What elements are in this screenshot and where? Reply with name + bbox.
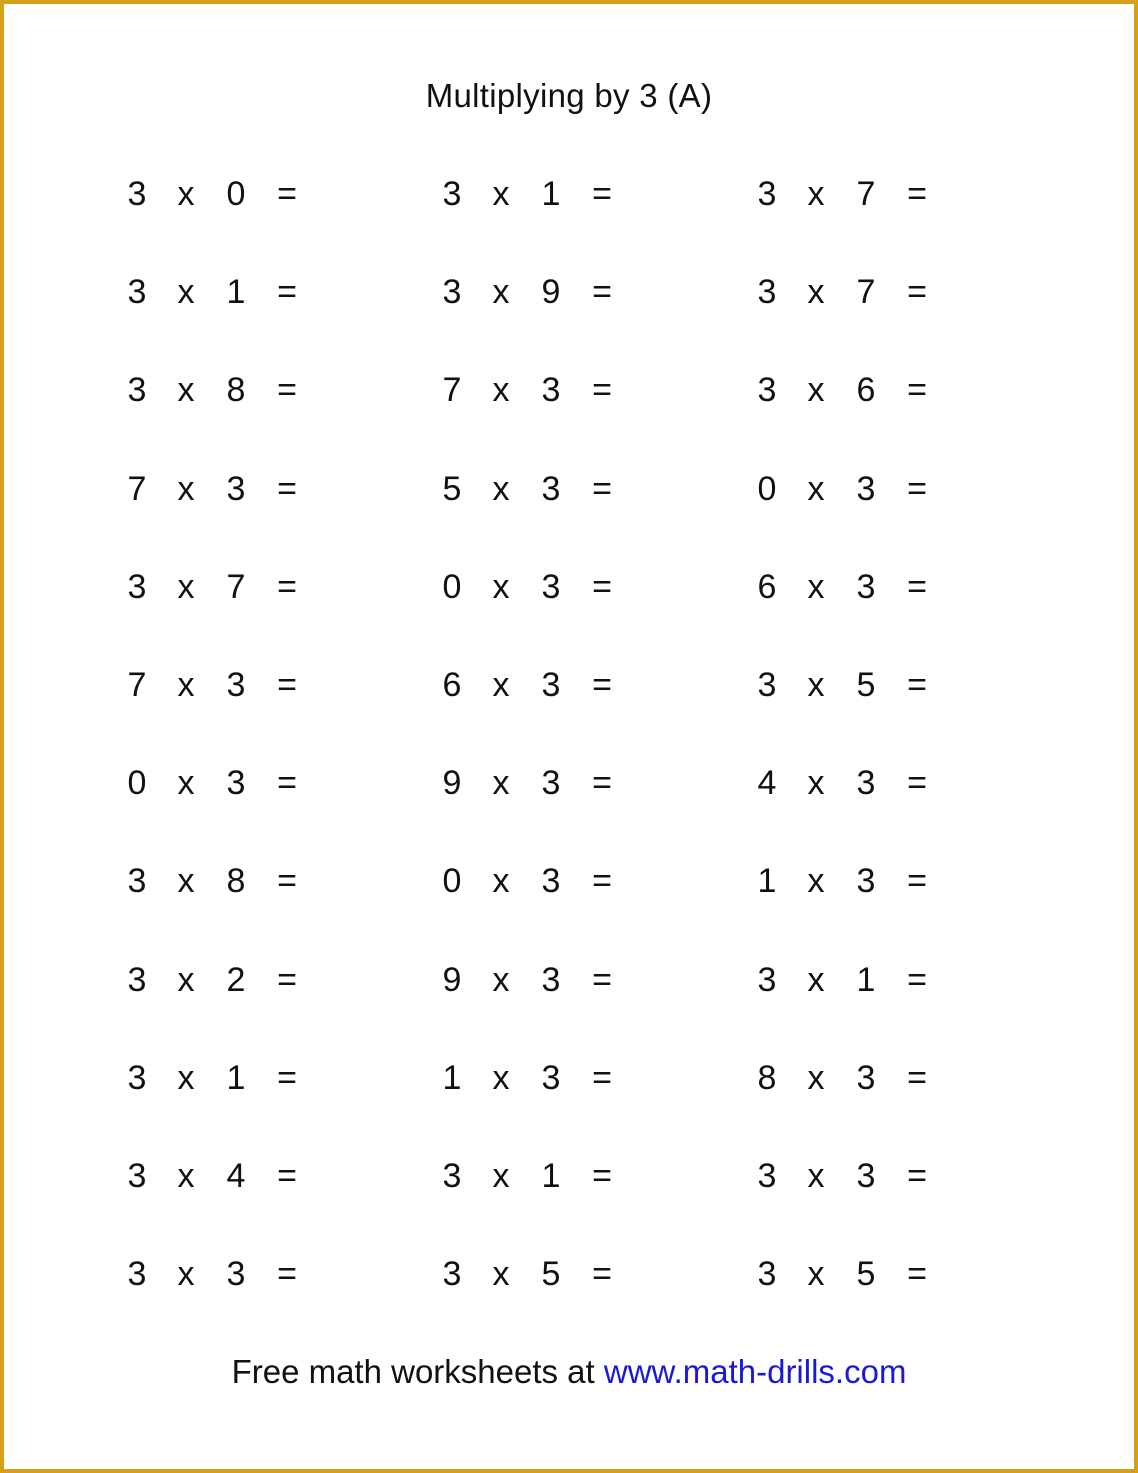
times-sign: x bbox=[807, 175, 825, 213]
operand-b: 3 bbox=[226, 764, 246, 803]
operand-b: 6 bbox=[856, 371, 876, 410]
footer-text: Free math worksheets at bbox=[231, 1353, 604, 1390]
operand-a: 3 bbox=[442, 273, 462, 312]
operand-b: 1 bbox=[856, 960, 876, 999]
equals-sign: = bbox=[277, 764, 297, 803]
operand-a: 7 bbox=[127, 666, 147, 704]
problem-1-7 bbox=[122, 763, 312, 803]
operand-a: 0 bbox=[442, 567, 462, 606]
equals-sign: = bbox=[592, 1058, 612, 1097]
equals-sign: = bbox=[277, 1157, 297, 1195]
equals-sign: = bbox=[592, 960, 612, 999]
operand-b: 4 bbox=[226, 1157, 246, 1195]
operand-b: 3 bbox=[541, 666, 561, 704]
problem-3-1 bbox=[752, 174, 942, 214]
problem-1-11 bbox=[122, 1156, 312, 1196]
operand-a: 3 bbox=[757, 960, 777, 999]
equals-sign: = bbox=[907, 862, 927, 901]
equals-sign: = bbox=[907, 567, 927, 606]
times-sign: x bbox=[177, 764, 195, 803]
operand-a: 7 bbox=[442, 371, 462, 410]
problem-1-10 bbox=[122, 1058, 312, 1098]
problem-3-5 bbox=[752, 567, 942, 607]
operand-b: 3 bbox=[856, 567, 876, 606]
operand-a: 3 bbox=[127, 1255, 147, 1294]
equals-sign: = bbox=[277, 666, 297, 704]
times-sign: x bbox=[177, 175, 195, 213]
operand-a: 6 bbox=[757, 567, 777, 606]
equals-sign: = bbox=[907, 1255, 927, 1294]
operand-a: 3 bbox=[442, 175, 462, 213]
problem-2-3 bbox=[437, 370, 627, 410]
problem-3-8 bbox=[752, 861, 942, 901]
operand-a: 3 bbox=[757, 1157, 777, 1195]
operand-b: 1 bbox=[541, 1157, 561, 1195]
equals-sign: = bbox=[592, 666, 612, 704]
times-sign: x bbox=[177, 862, 195, 901]
worksheet-title: Multiplying by 3 (A) bbox=[425, 77, 713, 114]
times-sign: x bbox=[492, 764, 510, 803]
times-sign: x bbox=[177, 1058, 195, 1097]
equals-sign: = bbox=[277, 567, 297, 606]
operand-a: 3 bbox=[757, 371, 777, 410]
problem-1-1 bbox=[122, 174, 312, 214]
operand-b: 3 bbox=[541, 862, 561, 901]
equals-sign: = bbox=[907, 469, 927, 508]
operand-a: 3 bbox=[127, 960, 147, 999]
times-sign: x bbox=[177, 371, 195, 410]
problem-1-8 bbox=[122, 861, 312, 901]
times-sign: x bbox=[492, 960, 510, 999]
times-sign: x bbox=[492, 1058, 510, 1097]
times-sign: x bbox=[177, 273, 195, 312]
problem-1-12 bbox=[122, 1254, 312, 1294]
times-sign: x bbox=[492, 469, 510, 508]
operand-a: 5 bbox=[442, 469, 462, 508]
equals-sign: = bbox=[592, 469, 612, 508]
equals-sign: = bbox=[277, 960, 297, 999]
equals-sign: = bbox=[592, 567, 612, 606]
operand-a: 3 bbox=[127, 862, 147, 901]
problem-2-12 bbox=[437, 1254, 627, 1294]
footer bbox=[0, 1352, 1138, 1392]
footer-link[interactable]: www.math-drills.com bbox=[603, 1353, 907, 1390]
problem-3-2 bbox=[752, 272, 942, 312]
problem-3-3 bbox=[752, 370, 942, 410]
times-sign: x bbox=[807, 960, 825, 999]
operand-b: 3 bbox=[541, 469, 561, 508]
times-sign: x bbox=[492, 862, 510, 901]
times-sign: x bbox=[177, 469, 195, 508]
problem-3-7 bbox=[752, 763, 942, 803]
equals-sign: = bbox=[277, 1255, 297, 1294]
equals-sign: = bbox=[592, 1157, 612, 1195]
operand-b: 3 bbox=[856, 862, 876, 901]
operand-a: 9 bbox=[442, 764, 462, 803]
operand-a: 3 bbox=[757, 273, 777, 312]
operand-b: 3 bbox=[226, 666, 246, 704]
equals-sign: = bbox=[907, 273, 927, 312]
problem-3-10 bbox=[752, 1058, 942, 1098]
problem-2-4 bbox=[437, 469, 627, 509]
problem-1-5 bbox=[122, 567, 312, 607]
times-sign: x bbox=[807, 862, 825, 901]
problem-2-7 bbox=[437, 763, 627, 803]
operand-b: 7 bbox=[856, 175, 876, 213]
operand-a: 3 bbox=[127, 567, 147, 606]
equals-sign: = bbox=[907, 666, 927, 704]
problem-1-3 bbox=[122, 370, 312, 410]
operand-a: 0 bbox=[757, 469, 777, 508]
times-sign: x bbox=[807, 1058, 825, 1097]
operand-a: 8 bbox=[757, 1058, 777, 1097]
times-sign: x bbox=[807, 1255, 825, 1294]
operand-b: 5 bbox=[541, 1255, 561, 1294]
problem-1-4 bbox=[122, 469, 312, 509]
times-sign: x bbox=[807, 764, 825, 803]
equals-sign: = bbox=[277, 1058, 297, 1097]
times-sign: x bbox=[177, 1255, 195, 1294]
equals-sign: = bbox=[592, 862, 612, 901]
operand-b: 9 bbox=[541, 273, 561, 312]
operand-b: 7 bbox=[856, 273, 876, 312]
equals-sign: = bbox=[277, 469, 297, 508]
operand-b: 3 bbox=[856, 1157, 876, 1195]
problem-2-5 bbox=[437, 567, 627, 607]
equals-sign: = bbox=[592, 273, 612, 312]
times-sign: x bbox=[492, 1255, 510, 1294]
operand-a: 4 bbox=[757, 764, 777, 803]
operand-b: 3 bbox=[226, 469, 246, 508]
times-sign: x bbox=[807, 273, 825, 312]
operand-b: 3 bbox=[856, 469, 876, 508]
equals-sign: = bbox=[907, 1058, 927, 1097]
operand-b: 1 bbox=[226, 1058, 246, 1097]
equals-sign: = bbox=[277, 175, 297, 213]
times-sign: x bbox=[807, 1157, 825, 1195]
operand-a: 0 bbox=[127, 764, 147, 803]
operand-a: 1 bbox=[757, 862, 777, 901]
problem-1-6 bbox=[122, 665, 312, 705]
equals-sign: = bbox=[592, 175, 612, 213]
times-sign: x bbox=[177, 666, 195, 704]
equals-sign: = bbox=[907, 764, 927, 803]
problem-2-2 bbox=[437, 272, 627, 312]
operand-b: 3 bbox=[541, 1058, 561, 1097]
problem-2-9 bbox=[437, 960, 627, 1000]
operand-b: 2 bbox=[226, 960, 246, 999]
times-sign: x bbox=[807, 371, 825, 410]
problem-1-2 bbox=[122, 272, 312, 312]
operand-b: 5 bbox=[856, 1255, 876, 1294]
operand-a: 3 bbox=[127, 1157, 147, 1195]
operand-a: 3 bbox=[757, 1255, 777, 1294]
problem-1-9 bbox=[122, 960, 312, 1000]
operand-a: 3 bbox=[757, 175, 777, 213]
times-sign: x bbox=[492, 1157, 510, 1195]
operand-b: 3 bbox=[856, 1058, 876, 1097]
operand-b: 3 bbox=[541, 371, 561, 410]
equals-sign: = bbox=[592, 764, 612, 803]
problem-3-9 bbox=[752, 960, 942, 1000]
operand-a: 1 bbox=[442, 1058, 462, 1097]
operand-b: 1 bbox=[541, 175, 561, 213]
operand-b: 8 bbox=[226, 371, 246, 410]
times-sign: x bbox=[177, 1157, 195, 1195]
times-sign: x bbox=[807, 567, 825, 606]
times-sign: x bbox=[492, 371, 510, 410]
operand-a: 3 bbox=[127, 1058, 147, 1097]
problem-3-4 bbox=[752, 469, 942, 509]
problem-2-10 bbox=[437, 1058, 627, 1098]
equals-sign: = bbox=[907, 175, 927, 213]
equals-sign: = bbox=[907, 1157, 927, 1195]
operand-a: 0 bbox=[442, 862, 462, 901]
operand-b: 3 bbox=[226, 1255, 246, 1294]
operand-b: 5 bbox=[856, 666, 876, 704]
operand-a: 3 bbox=[442, 1255, 462, 1294]
equals-sign: = bbox=[277, 862, 297, 901]
operand-a: 3 bbox=[127, 371, 147, 410]
times-sign: x bbox=[492, 666, 510, 704]
problem-3-6 bbox=[752, 665, 942, 705]
operand-a: 6 bbox=[442, 666, 462, 704]
times-sign: x bbox=[177, 567, 195, 606]
equals-sign: = bbox=[277, 273, 297, 312]
equals-sign: = bbox=[907, 960, 927, 999]
equals-sign: = bbox=[592, 371, 612, 410]
operand-b: 7 bbox=[226, 567, 246, 606]
equals-sign: = bbox=[277, 371, 297, 410]
problem-2-1 bbox=[437, 174, 627, 214]
times-sign: x bbox=[807, 469, 825, 508]
operand-a: 3 bbox=[442, 1157, 462, 1195]
operand-b: 3 bbox=[541, 960, 561, 999]
times-sign: x bbox=[492, 273, 510, 312]
operand-b: 3 bbox=[541, 567, 561, 606]
operand-a: 9 bbox=[442, 960, 462, 999]
times-sign: x bbox=[807, 666, 825, 704]
operand-b: 8 bbox=[226, 862, 246, 901]
times-sign: x bbox=[492, 567, 510, 606]
problem-3-12 bbox=[752, 1254, 942, 1294]
times-sign: x bbox=[492, 175, 510, 213]
problem-2-11 bbox=[437, 1156, 627, 1196]
operand-a: 3 bbox=[757, 666, 777, 704]
operand-b: 3 bbox=[856, 764, 876, 803]
operand-b: 3 bbox=[541, 764, 561, 803]
problem-3-11 bbox=[752, 1156, 942, 1196]
operand-a: 3 bbox=[127, 175, 147, 213]
problem-2-8 bbox=[437, 861, 627, 901]
equals-sign: = bbox=[592, 1255, 612, 1294]
times-sign: x bbox=[177, 960, 195, 999]
equals-sign: = bbox=[907, 371, 927, 410]
operand-a: 7 bbox=[127, 469, 147, 508]
operand-b: 0 bbox=[226, 175, 246, 213]
problem-2-6 bbox=[437, 665, 627, 705]
operand-a: 3 bbox=[127, 273, 147, 312]
operand-b: 1 bbox=[226, 273, 246, 312]
